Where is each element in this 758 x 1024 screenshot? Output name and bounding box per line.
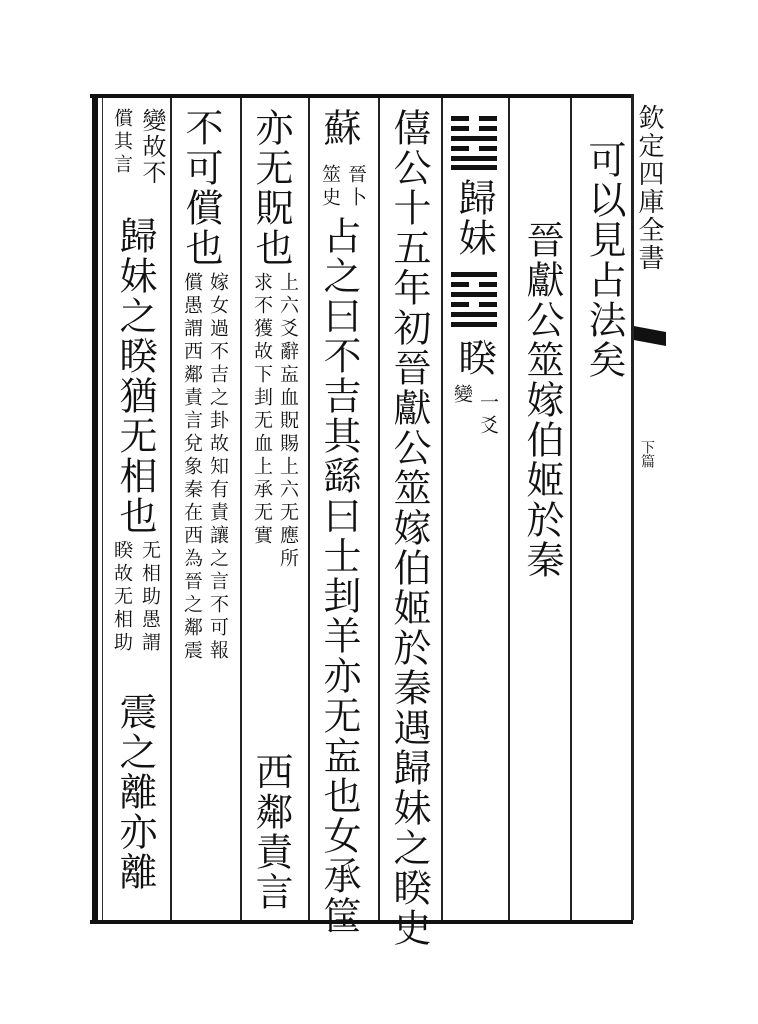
text-column-5: 占之曰不吉其繇曰士刲羊亦无衁也女承筐: [317, 216, 361, 936]
annotation-column-8-lower-left: 睽故无相助: [111, 540, 133, 655]
text-column-7-head: 不可償也: [179, 108, 223, 268]
text-column-4: 僖公十五年初晉獻公筮嫁伯姬於秦遇歸妹之睽史: [387, 108, 431, 948]
column-rule: [170, 98, 172, 920]
column-rule: [308, 98, 310, 920]
edge-section: 下篇: [639, 440, 655, 468]
kui-hexagram-icon: [449, 268, 501, 328]
annotation-column-7-left: 償愚謂西鄰責言兌象秦在西為晉之鄰震: [181, 272, 203, 663]
annotation-column-8-left: 償其言: [111, 108, 133, 177]
annotation-column-6-left: 求不獲故下刲无血上承无實: [251, 272, 273, 548]
text-column-6-tail: 西鄰責言: [249, 752, 293, 912]
annotation-column-8-lower-right: 无相助愚謂: [139, 540, 161, 655]
guimei-hexagram-icon: [449, 112, 501, 170]
text-column-5-head: 蘇: [317, 108, 361, 148]
text-column-8: 歸妹之睽猶无相也: [113, 216, 157, 536]
column-rule: [240, 98, 242, 920]
text-column-8-tail: 震之離亦離: [113, 692, 157, 892]
frame-inner-left-line: [102, 98, 103, 920]
fish-tail-mark: [634, 326, 666, 348]
frame-bottom-border: [90, 920, 633, 924]
hexagram-name-guimei: 歸妹: [452, 178, 496, 258]
column-rule: [441, 98, 443, 920]
annotation-one-line: 一爻: [477, 392, 499, 438]
edge-title: 欽定四庫全書: [634, 104, 664, 272]
column-rule: [570, 98, 572, 920]
annotation-column-7-right: 嫁女過不吉之卦故知有責讓之言不可報: [207, 272, 229, 663]
annotation-column-8-right: 變故不: [138, 108, 166, 186]
annotation-column-6-right: 上六爻辭衁血貺賜上六无應所: [277, 272, 299, 571]
text-column-6-head: 亦无貺也: [249, 108, 293, 268]
frame-left-border: [92, 94, 98, 924]
annotation-change: 變: [451, 384, 473, 407]
annotation-column-5-right: 晉卜: [345, 164, 367, 210]
column-rule: [508, 98, 510, 920]
hexagram-name-kui: 睽: [452, 338, 496, 378]
text-column-1: 可以見占法矣: [582, 140, 626, 380]
text-column-2: 晉獻公筮嫁伯姬於秦: [520, 220, 564, 580]
column-rule: [378, 98, 380, 920]
annotation-column-5-left: 筮史: [319, 164, 341, 210]
